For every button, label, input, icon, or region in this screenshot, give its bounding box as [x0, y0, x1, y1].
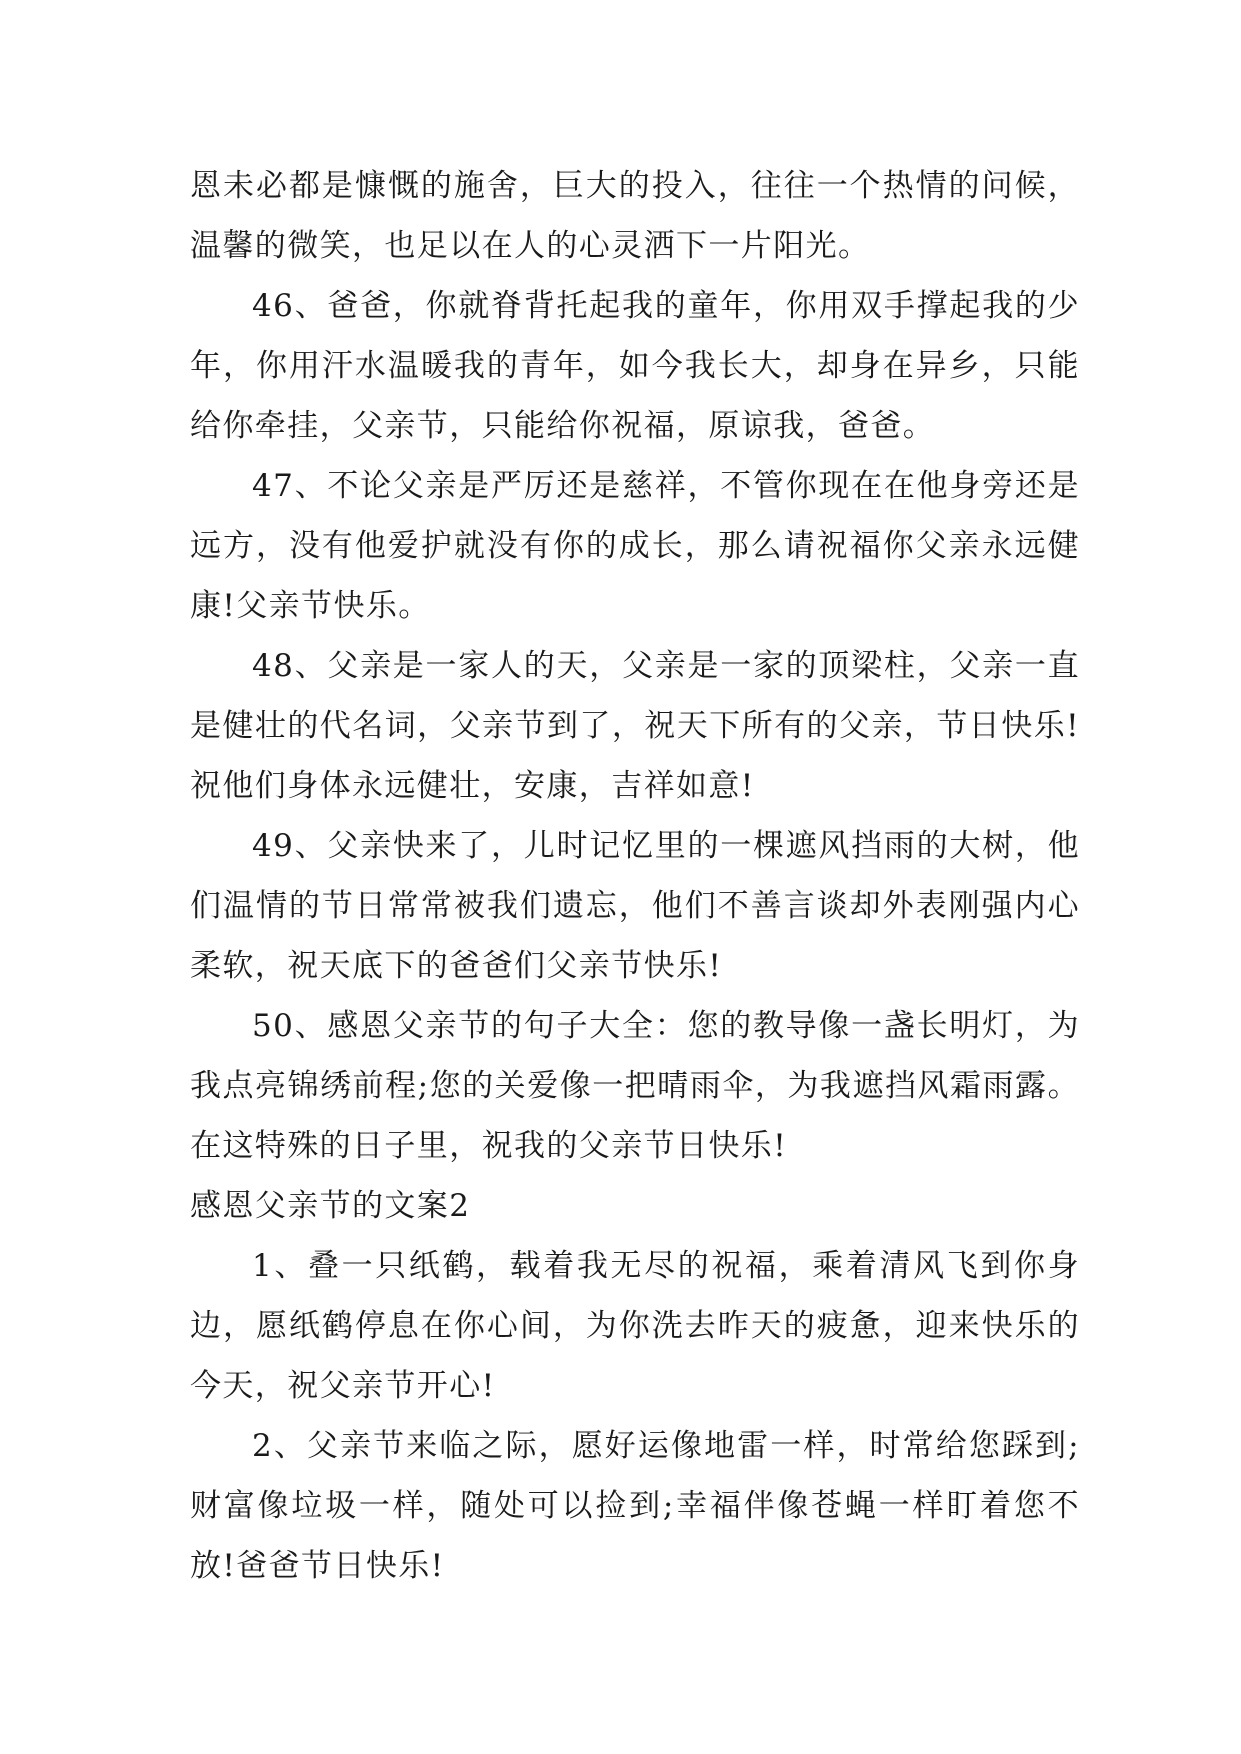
paragraph-item-47: 47、不论父亲是严厉还是慈祥，不管你现在在他身旁还是远方，没有他爱护就没有你的成长，那么请祝福你父亲永远健康!父亲节快乐。 — [190, 468, 1080, 624]
section-heading: 感恩父亲节的文案2 — [190, 1188, 471, 1224]
paragraph-item-50: 50、感恩父亲节的句子大全：您的教导像一盏长明灯，为我点亮锦绣前程;您的关爱像一把晴雨伞，为我遮挡风霜雨露。在这特殊的日子里，祝我的父亲节日快乐! — [190, 1008, 1080, 1164]
paragraph-item-1: 1、叠一只纸鹤，载着我无尽的祝福，乘着清风飞到你身边，愿纸鹤停息在你心间，为你洗去昨天的疲惫，迎来快乐的今天，祝父亲节开心! — [190, 1248, 1080, 1404]
document-body — [190, 156, 1080, 1596]
paragraph-item-48: 48、父亲是一家人的天，父亲是一家的顶梁柱，父亲一直是健壮的代名词，父亲节到了，祝天下所有的父亲，节日快乐!祝他们身体永远健壮，安康，吉祥如意! — [190, 648, 1080, 804]
paragraph-item-49: 49、父亲快来了，儿时记忆里的一棵遮风挡雨的大树，他们温情的节日常常被我们遗忘，他们不善言谈却外表刚强内心柔软，祝天底下的爸爸们父亲节快乐! — [190, 828, 1080, 984]
paragraph-item-2: 2、父亲节来临之际，愿好运像地雷一样，时常给您踩到;财富像垃圾一样，随处可以捡到;幸福伴像苍蝇一样盯着您不放!爸爸节日快乐! — [190, 1428, 1080, 1584]
paragraph-item-46: 46、爸爸，你就脊背托起我的童年，你用双手撑起我的少年，你用汗水温暖我的青年，如今我长大，却身在异乡，只能给你牵挂，父亲节，只能给你祝福，原谅我，爸爸。 — [190, 288, 1080, 444]
paragraph-intro-continuation: 恩未必都是慷慨的施舍，巨大的投入，往往一个热情的问候，温馨的微笑，也足以在人的心灵洒下一片阳光。 — [190, 168, 1080, 264]
